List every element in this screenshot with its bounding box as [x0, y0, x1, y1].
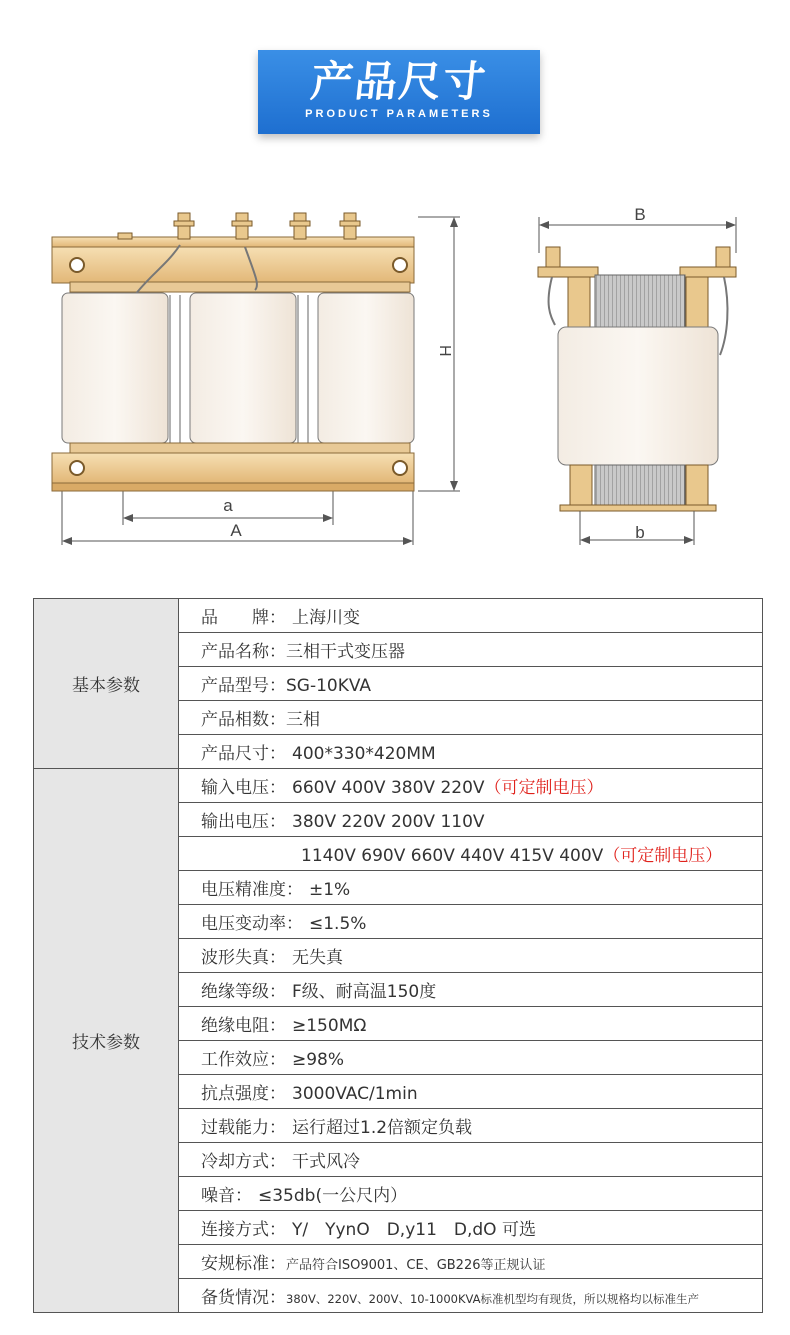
row-label: 过载能力：: [201, 1118, 286, 1138]
group-basic: 基本参数: [34, 599, 179, 769]
row-value: 无失真: [292, 948, 343, 968]
row-value: 上海川变: [292, 608, 360, 628]
row-label: 产品尺寸：: [201, 744, 286, 764]
spec-table: [33, 598, 763, 1313]
custom-voltage-note: （可定制电压）: [603, 846, 723, 866]
row-label: 工作效应：: [201, 1050, 286, 1070]
row-value: F级、耐高温150度: [292, 982, 437, 1002]
side-view: [538, 205, 736, 545]
row-label: 品 牌：: [201, 608, 286, 628]
dimension-label-b: b: [635, 523, 645, 542]
row-value: ≥98%: [292, 1050, 345, 1070]
section-banner: [258, 50, 540, 134]
row-label: 备货情况：: [201, 1288, 286, 1308]
row-label: 输出电压：: [201, 812, 286, 832]
banner-subtitle: PRODUCT PARAMETERS: [305, 108, 493, 120]
row-label: 电压变动率：: [201, 914, 303, 934]
row-label: 产品名称：: [201, 642, 286, 662]
row-label: 抗点强度：: [201, 1084, 286, 1104]
row-value: ±1%: [309, 880, 351, 900]
row-label: 产品相数：: [201, 710, 286, 730]
row-value: ≥150MΩ: [292, 1016, 367, 1036]
row-value: 干式风冷: [292, 1152, 360, 1172]
row-value: Y/ YynO D,y11 D,dO 可选: [292, 1220, 536, 1240]
row-label: 产品型号：: [201, 676, 286, 696]
row-label: 冷却方式：: [201, 1152, 286, 1172]
custom-voltage-note: （可定制电压）: [484, 778, 604, 798]
row-value: 3000VAC/1min: [292, 1084, 418, 1104]
row-value: SG-10KVA: [286, 676, 372, 696]
row-label: 绝缘等级：: [201, 982, 286, 1002]
row-value: 1140V 690V 660V 440V 415V 400V: [301, 846, 604, 866]
row-value: 三相干式变压器: [286, 642, 405, 662]
dimension-label-H: H: [436, 345, 453, 357]
transformer-dimension-drawing: [40, 195, 760, 560]
row-value: 产品符合ISO9001、CE、GB226等正规认证: [286, 1258, 546, 1273]
row-label: 绝缘电阻：: [201, 1016, 286, 1036]
front-view: [52, 213, 460, 545]
group-tech: 技术参数: [34, 769, 179, 1313]
dimension-label-B: B: [634, 205, 646, 224]
row-value: 三相: [286, 710, 320, 730]
row-label: 电压精准度：: [201, 880, 303, 900]
row-label: 连接方式：: [201, 1220, 286, 1240]
row-value: ≤35db(一公尺内）: [258, 1186, 408, 1206]
row-value: ≤1.5%: [309, 914, 367, 934]
spec-row-input: [34, 769, 763, 803]
row-value: 400*330*420MM: [292, 744, 436, 764]
row-value: 380V 220V 200V 110V: [292, 812, 485, 832]
row-label: 安规标准：: [201, 1254, 286, 1274]
row-value: 660V 400V 380V 220V: [292, 778, 485, 798]
banner-title: 产品尺寸: [308, 57, 490, 106]
spec-row-brand: [34, 599, 763, 633]
row-label: 波形失真：: [201, 948, 286, 968]
row-label: 输入电压：: [201, 778, 286, 798]
row-value: 380V、220V、200V、10-1000KVA标准机型均有现货，所以规格均以标准生产: [286, 1292, 700, 1306]
dimension-label-A: A: [230, 521, 242, 540]
dimension-label-a: a: [223, 496, 233, 515]
row-value: 运行超过1.2倍额定负载: [292, 1118, 473, 1138]
row-label: 噪音：: [201, 1186, 252, 1206]
